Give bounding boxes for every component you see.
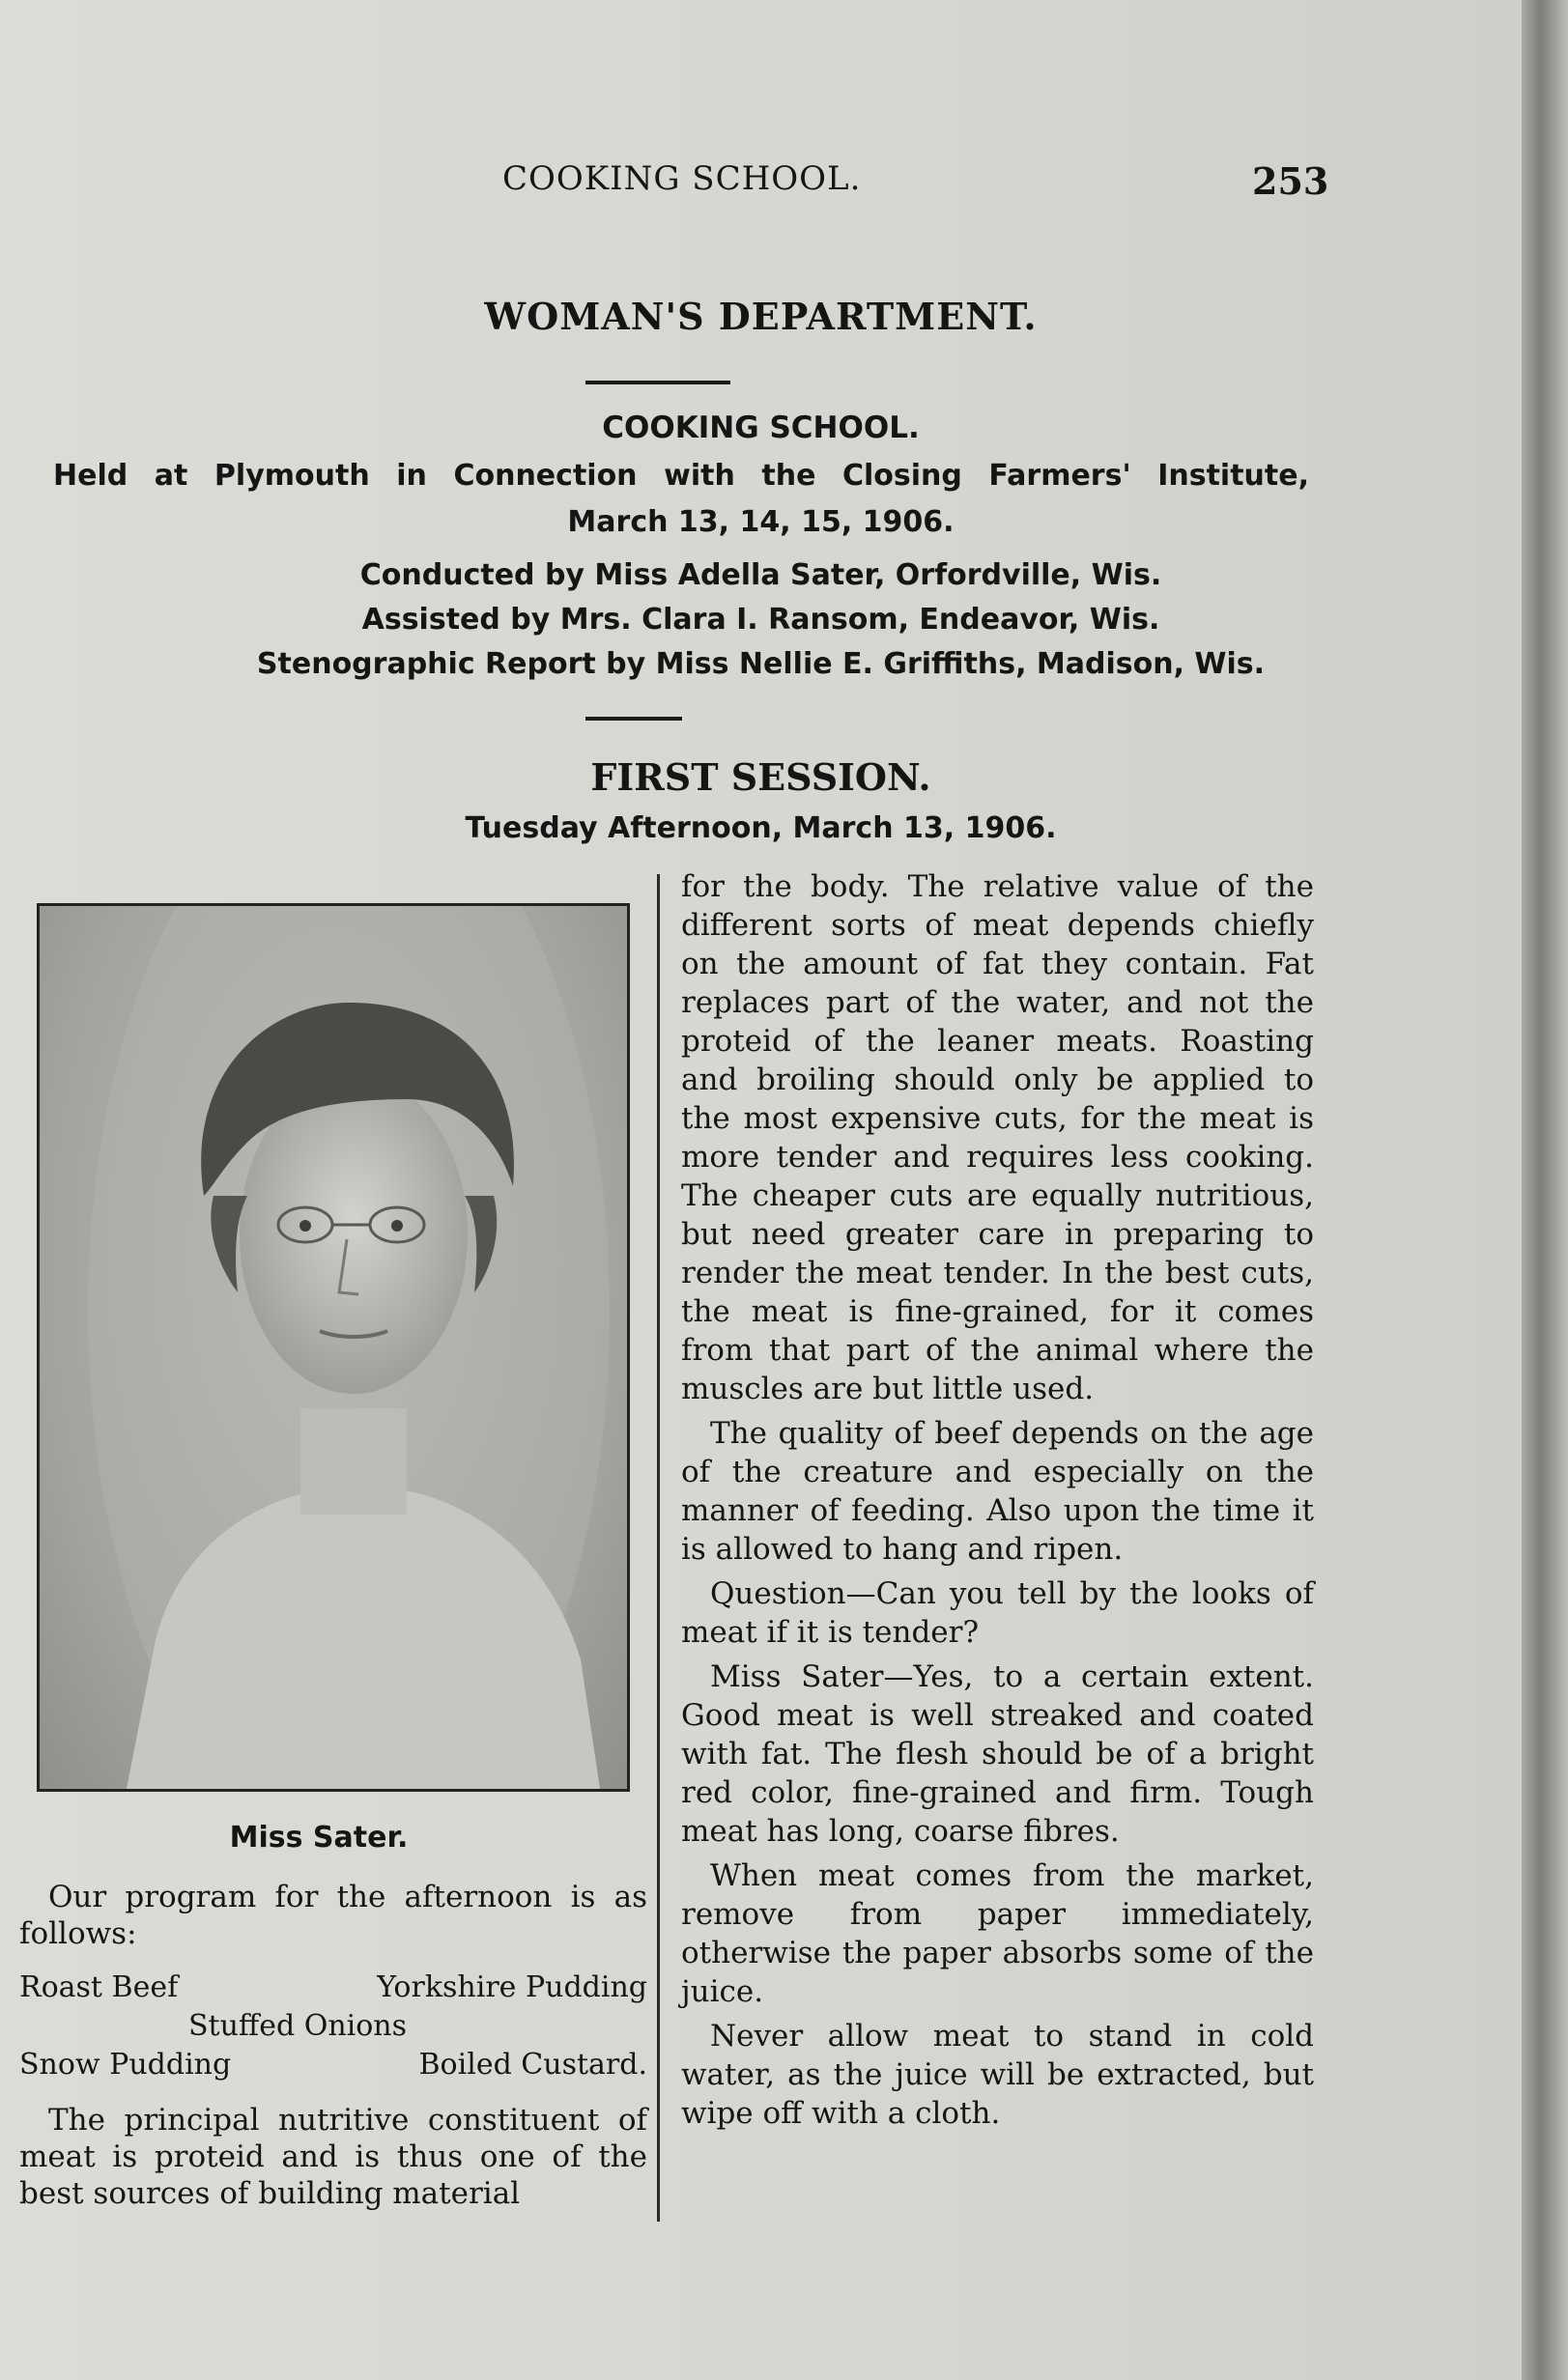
- program-intro: Our program for the afternoon is as follows:: [19, 1880, 647, 1951]
- dates-line: March 13, 14, 15, 1906.: [567, 505, 955, 539]
- paragraph: The principal nutritive constituent of meat is proteid and is thus one of the best sources of building material: [19, 2103, 647, 2211]
- session-title: FIRST SESSION.: [590, 755, 931, 799]
- paragraph: The quality of beef depends on the age of the creature and especially on the manner of feeding. Also upon the time it is allowed to hang and ripen.: [681, 1416, 1314, 1567]
- paragraph: for the body. The relative value of the different sorts of meat depends chiefly on the amount of fat they contain. Fat replaces part of the water, and not the proteid of the leaner meats. Roasting and broiling should only be applied to the most expensive cuts, for the meat is more tender and requires less cooking. The cheaper cuts are equally nutritious, but need greater care in preparing to render the meat tender. In the best cuts, the meat is fine-grained, for it comes from that part of the animal where the muscles are but little used.: [681, 869, 1314, 1406]
- department-heading: WOMAN'S DEPARTMENT.: [484, 295, 1038, 338]
- conducted-by-line: Conducted by Miss Adella Sater, Orfordville, Wis.: [359, 558, 1162, 592]
- page-number: 253: [1252, 159, 1329, 203]
- paragraph: Miss Sater—Yes, to a certain extent. Good meat is well streaked and coated with fat. The flesh should be of a bright red color, fine-grained and firm. Tough meat has long, coarse fibres.: [681, 1659, 1314, 1849]
- divider-rule: [585, 381, 730, 384]
- column-rule: [657, 874, 660, 2222]
- menu-item: Snow Pudding: [19, 2048, 232, 2082]
- divider-rule: [585, 717, 682, 721]
- menu-item: Roast Beef: [19, 1970, 179, 2004]
- running-title: COOKING SCHOOL.: [502, 159, 862, 198]
- photo-caption: Miss Sater.: [229, 1821, 409, 1855]
- paragraph: When meat comes from the market, remove from paper immediately, otherwise the paper absorbs some of the juice.: [681, 1858, 1314, 2009]
- running-header: [0, 159, 1522, 208]
- menu-item: Yorkshire Pudding: [377, 1970, 647, 2004]
- menu-item: Stuffed Onions: [188, 2009, 408, 2043]
- paragraph: Question—Can you tell by the looks of meat if it is tender?: [681, 1576, 1314, 1650]
- menu-item: Boiled Custard.: [418, 2048, 647, 2082]
- stenographic-line: Stenographic Report by Miss Nellie E. Griffiths, Madison, Wis.: [256, 647, 1266, 681]
- cooking-school-title: COOKING SCHOOL.: [602, 411, 920, 445]
- menu-list: [19, 1969, 647, 2084]
- right-column: [681, 867, 1314, 2139]
- held-at-line: Held at Plymouth in Connection with the Closing Farmers' Institute,: [53, 459, 1309, 493]
- book-gutter: [1522, 0, 1568, 2380]
- session-subtitle: Tuesday Afternoon, March 13, 1906.: [465, 811, 1057, 845]
- portrait-image: [40, 906, 627, 1789]
- paragraph: Never allow meat to stand in cold water, as the juice will be extracted, but wipe off with a cloth.: [681, 2019, 1314, 2131]
- portrait-photo: [37, 903, 630, 1792]
- assisted-by-line: Assisted by Mrs. Clara I. Ransom, Endeavor, Wis.: [361, 603, 1160, 637]
